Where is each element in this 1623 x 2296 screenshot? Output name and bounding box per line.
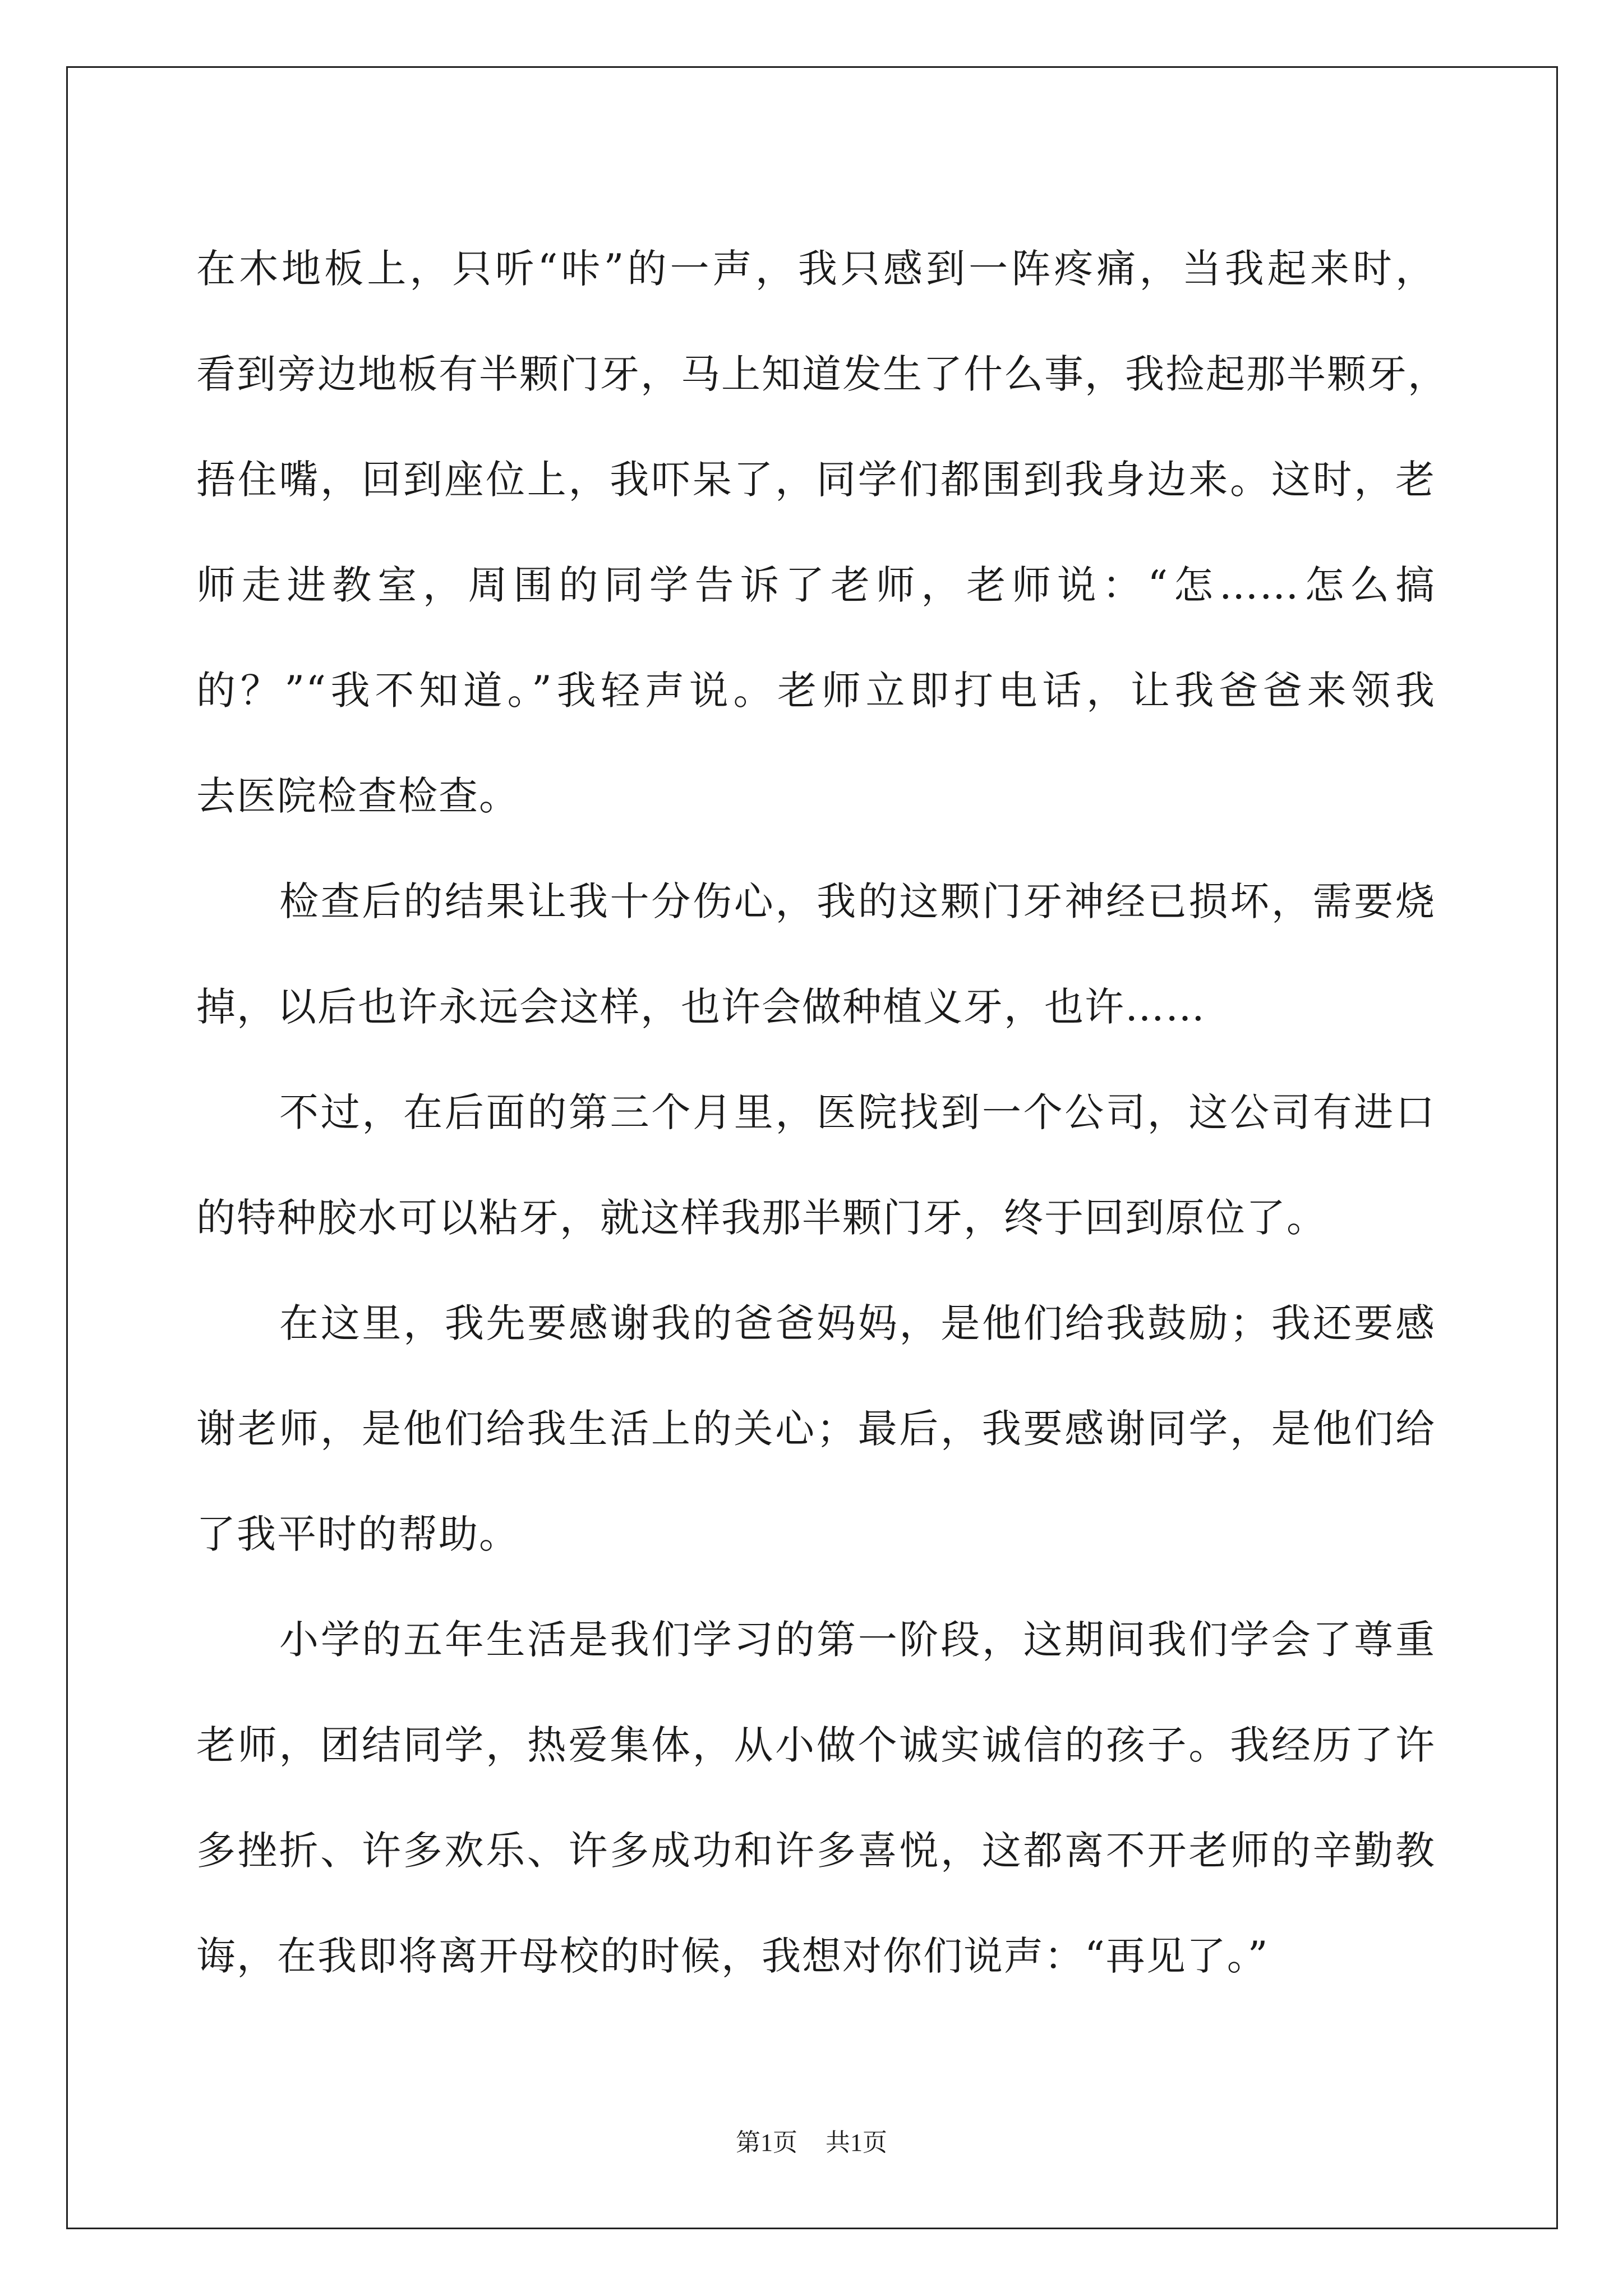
text-line: 去医院检查检查。 <box>196 773 519 819</box>
text-line: 了我平时的帮助。 <box>196 1511 519 1557</box>
paragraph-first-line: 小学的五年生活是我们学习的第一阶段，这期间我们学会了尊重 <box>279 1617 1436 1663</box>
text-line: 在木地板上，只听“咔”的一声，我只感到一阵疼痛，当我起来时， <box>196 246 1436 292</box>
text-line: 的特种胶水可以粘牙，就这样我那半颗门牙，终于回到原位了。 <box>196 1195 1327 1241</box>
paragraph-first-line: 在这里，我先要感谢我的爸爸妈妈，是他们给我鼓励；我还要感 <box>279 1300 1436 1346</box>
text-line: 看到旁边地板有半颗门牙，马上知道发生了什么事，我捡起那半颗牙， <box>196 351 1448 397</box>
text-line: 掉，以后也许永远会这样，也许会做种植义牙，也许…… <box>196 984 1206 1030</box>
text-line: 谢老师，是他们给我生活上的关心；最后，我要感谢同学，是他们给 <box>196 1406 1436 1452</box>
page-number: 第1页 <box>736 2129 797 2156</box>
text-line: 的？”“我不知道。”我轻声说。老师立即打电话，让我爸爸来领我 <box>196 668 1436 714</box>
text-line: 多挫折、许多欢乐、许多成功和许多喜悦，这都离不开老师的辛勤教 <box>196 1828 1436 1874</box>
page-total: 共1页 <box>826 2129 887 2156</box>
text-line: 师走进教室，周围的同学告诉了老师，老师说：“怎……怎么搞 <box>196 562 1436 608</box>
text-line: 老师，团结同学，热爱集体，从小做个诚实诚信的孩子。我经历了许 <box>196 1722 1436 1768</box>
page-footer <box>0 2127 1623 2159</box>
text-line: 捂住嘴，回到座位上，我吓呆了，同学们都围到我身边来。这时，老 <box>196 457 1436 503</box>
text-line: 诲，在我即将离开母校的时候，我想对你们说声：“再见了。” <box>196 1933 1269 1979</box>
document-body <box>196 216 1448 2009</box>
paragraph-first-line: 不过，在后面的第三个月里，医院找到一个公司，这公司有进口 <box>279 1089 1436 1135</box>
paragraph-first-line: 检查后的结果让我十分伤心，我的这颗门牙神经已损坏，需要烧 <box>279 878 1436 924</box>
